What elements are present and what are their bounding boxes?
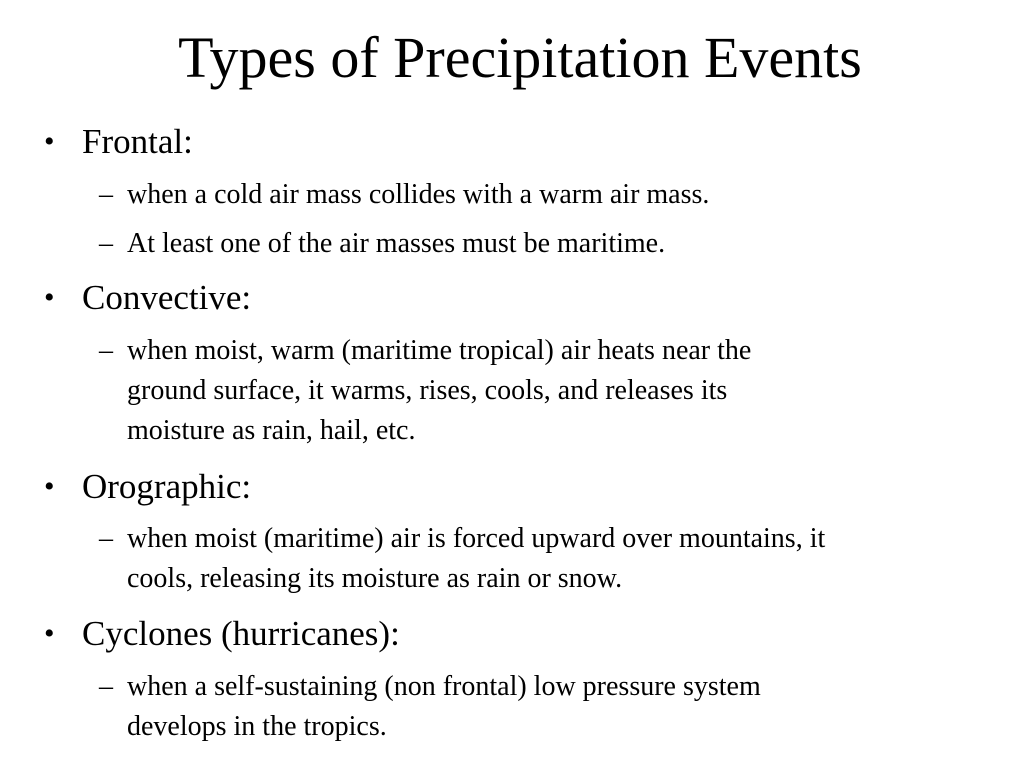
convective-line-1: when moist, warm (maritime tropical) air heats near the [127,335,752,366]
dash-icon: – [99,179,113,210]
frontal-point-2: At least one of the air masses must be maritime. [127,228,666,259]
convective-line-2: ground surface, it warms, rises, cools, and releases its [127,375,728,406]
cyclones-line-1: when a self-sustaining (non frontal) low pressure system [127,671,761,702]
cyclones-line-2: develops in the tropics. [127,711,387,742]
convective-line-3: moisture as rain, hail, etc. [127,415,416,446]
dash-icon: – [99,335,113,366]
dash-icon: – [99,523,113,554]
bullet-icon: • [44,617,55,650]
dash-icon: – [99,228,113,259]
frontal-point-1: when a cold air mass collides with a warm air mass. [127,179,710,210]
bullet-icon: • [44,281,55,314]
bullet-icon: • [44,125,55,158]
heading-orographic: Orographic: [82,467,252,506]
heading-frontal: Frontal: [82,122,193,161]
heading-cyclones: Cyclones (hurricanes): [82,614,400,653]
orographic-line-2: cools, releasing its moisture as rain or snow. [127,563,623,594]
dash-icon: – [99,671,113,702]
orographic-line-1: when moist (maritime) air is forced upward over mountains, it [127,523,826,554]
heading-convective: Convective: [82,278,252,317]
slide-title: Types of Precipitation Events [178,25,862,90]
bullet-icon: • [44,470,55,503]
